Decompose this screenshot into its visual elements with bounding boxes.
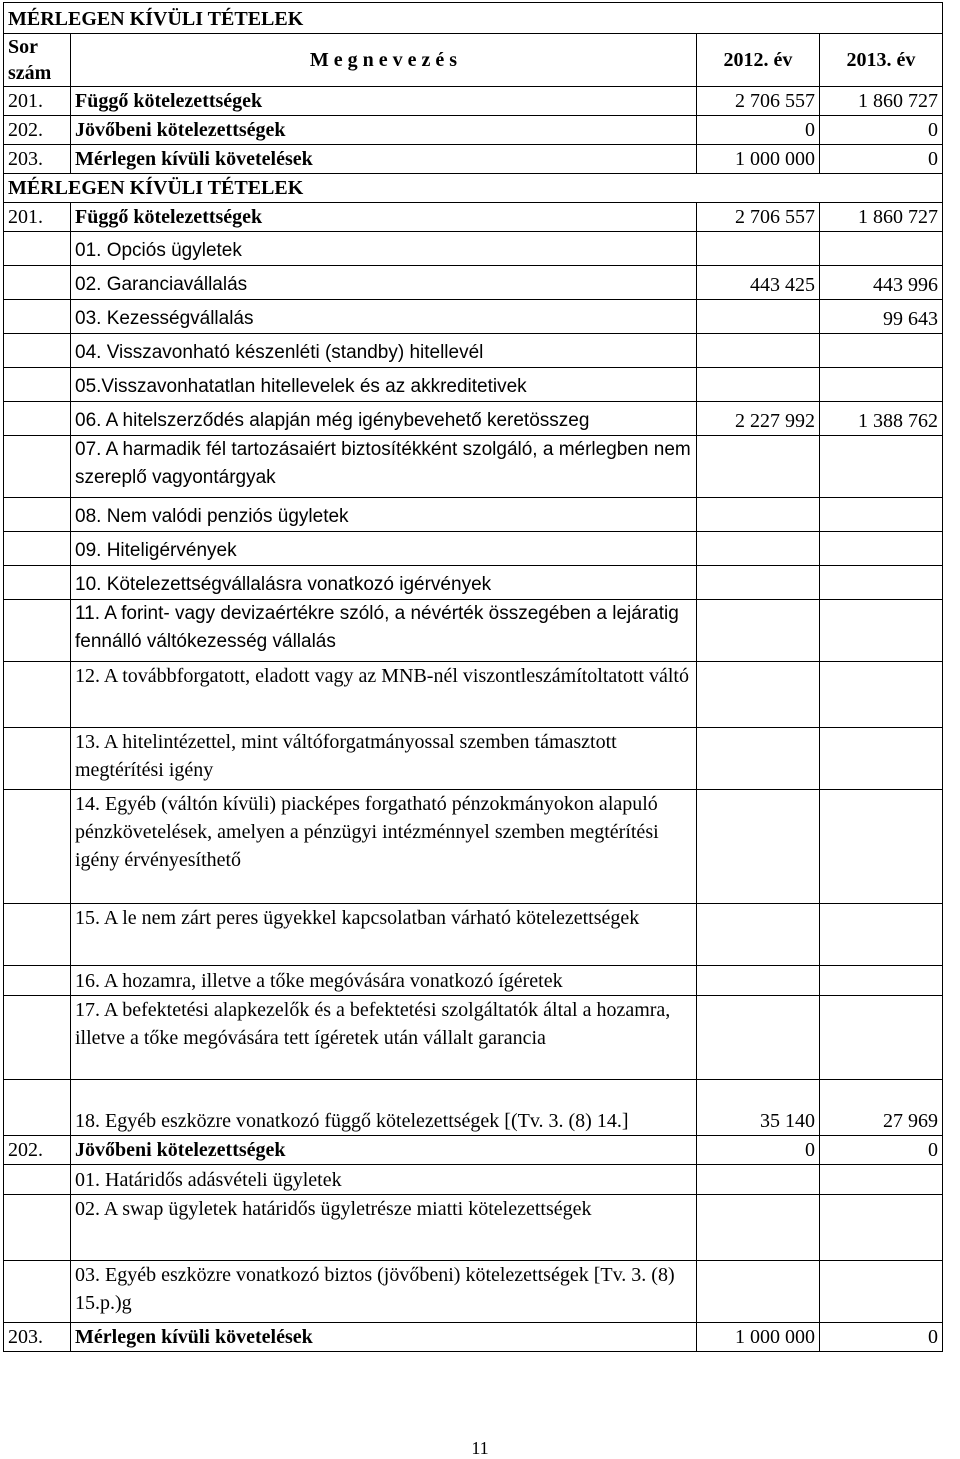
summary-2013: 1 860 727 <box>820 87 943 116</box>
item-name: 13. A hitelintézettel, mint váltóforgatmányossal szemben támasztott megtérítési igény <box>71 728 697 790</box>
row-202-2012: 0 <box>697 1136 820 1165</box>
blank-code-cell <box>4 996 71 1080</box>
item-2013 <box>820 1195 943 1261</box>
blank-code-cell <box>4 532 71 566</box>
item-2013: 443 996 <box>820 266 943 300</box>
list-item <box>4 1165 943 1195</box>
summary-code: 201. <box>4 87 71 116</box>
item-2012 <box>697 1165 820 1195</box>
blank-code-cell <box>4 334 71 368</box>
blank-code-cell <box>4 368 71 402</box>
title-row <box>4 3 943 34</box>
item-2013 <box>820 532 943 566</box>
summary-name: Függő kötelezettségek <box>71 87 697 116</box>
item-2012: 35 140 <box>697 1080 820 1136</box>
item-2013 <box>820 232 943 266</box>
item-2012 <box>697 966 820 996</box>
item-2012 <box>697 334 820 368</box>
blank-code-cell <box>4 436 71 498</box>
item-2012 <box>697 300 820 334</box>
item-2013 <box>820 334 943 368</box>
item-2013 <box>820 498 943 532</box>
blank-code-cell <box>4 966 71 996</box>
item-name: 06. A hitelszerződés alapján még igénybevehető keretösszeg <box>71 402 697 436</box>
row-203-2013: 0 <box>820 1323 943 1352</box>
item-name: 10. Kötelezettségvállalásra vonatkozó igérvények <box>71 566 697 600</box>
blank-code-cell <box>4 566 71 600</box>
summary-row <box>4 145 943 174</box>
row-202-2013: 0 <box>820 1136 943 1165</box>
blank-code-cell <box>4 904 71 966</box>
row-203 <box>4 1323 943 1352</box>
summary-row <box>4 116 943 145</box>
summary-2012: 1 000 000 <box>697 145 820 174</box>
item-2012 <box>697 532 820 566</box>
page-number: 11 <box>471 1438 489 1458</box>
list-item <box>4 266 943 300</box>
row-201-2012: 2 706 557 <box>697 203 820 232</box>
item-name: 01. Opciós ügyletek <box>71 232 697 266</box>
item-2013 <box>820 1261 943 1323</box>
item-2013 <box>820 966 943 996</box>
item-name: 03. Egyéb eszközre vonatkozó biztos (jövőbeni) kötelezettségek [Tv. 3. (8) 15.p.)g <box>71 1261 697 1323</box>
item-2013 <box>820 368 943 402</box>
blank-code-cell <box>4 790 71 904</box>
item-2012 <box>697 1261 820 1323</box>
item-name: 04. Visszavonható készenléti (standby) hitellevél <box>71 334 697 368</box>
item-2013 <box>820 996 943 1080</box>
item-name: 16. A hozamra, illetve a tőke megóvására vonatkozó ígéretek <box>71 966 697 996</box>
list-item <box>4 1261 943 1323</box>
list-item <box>4 232 943 266</box>
header-sor: Sor <box>8 36 38 58</box>
item-2012 <box>697 498 820 532</box>
item-2012 <box>697 600 820 662</box>
s202-items-body <box>4 1165 943 1323</box>
item-2012 <box>697 996 820 1080</box>
section2-title: MÉRLEGEN KÍVÜLI TÉTELEK <box>4 174 943 203</box>
item-2013 <box>820 1165 943 1195</box>
section2-title-row <box>4 174 943 203</box>
item-2012 <box>697 232 820 266</box>
row-201-code: 201. <box>4 203 71 232</box>
summary-code: 203. <box>4 145 71 174</box>
item-2013 <box>820 728 943 790</box>
blank-code-cell <box>4 662 71 728</box>
item-2013 <box>820 566 943 600</box>
blank-code-cell <box>4 266 71 300</box>
item-name: 07. A harmadik fél tartozásaiért biztosítékként szolgáló, a mérlegben nem szereplő vagyontárgyak <box>71 436 697 498</box>
item-name: 18. Egyéb eszközre vonatkozó függő kötelezettségek [(Tv. 3. (8) 14.] <box>71 1080 697 1136</box>
list-item <box>4 368 943 402</box>
list-item <box>4 436 943 498</box>
item-name: 05.Visszavonhatatlan hitellevelek és az akkreditetivek <box>71 368 697 402</box>
summary-2012: 0 <box>697 116 820 145</box>
summary-name: Jövőbeni kötelezettségek <box>71 116 697 145</box>
item-2012 <box>697 662 820 728</box>
header-2013: 2013. év <box>820 34 943 87</box>
summary-row <box>4 87 943 116</box>
list-item <box>4 402 943 436</box>
list-item <box>4 662 943 728</box>
item-2012 <box>697 566 820 600</box>
row-201 <box>4 203 943 232</box>
list-item <box>4 790 943 904</box>
item-name: 09. Hiteligérvények <box>71 532 697 566</box>
item-2013: 1 388 762 <box>820 402 943 436</box>
row-202-name: Jövőbeni kötelezettségek <box>71 1136 697 1165</box>
list-item <box>4 566 943 600</box>
list-item <box>4 300 943 334</box>
summary-code: 202. <box>4 116 71 145</box>
header-szam: szám <box>8 62 52 84</box>
table-title: MÉRLEGEN KÍVÜLI TÉTELEK <box>4 3 943 34</box>
item-2012 <box>697 1195 820 1261</box>
header-2012: 2012. év <box>697 34 820 87</box>
list-item <box>4 1195 943 1261</box>
item-2012 <box>697 790 820 904</box>
item-2013 <box>820 904 943 966</box>
list-item <box>4 904 943 966</box>
summary-2012: 2 706 557 <box>697 87 820 116</box>
blank-code-cell <box>4 728 71 790</box>
row-203-2012: 1 000 000 <box>697 1323 820 1352</box>
list-item <box>4 334 943 368</box>
row-202-code: 202. <box>4 1136 71 1165</box>
item-name: 02. Garanciavállalás <box>71 266 697 300</box>
blank-code-cell <box>4 1165 71 1195</box>
row-201-name: Függő kötelezettségek <box>71 203 697 232</box>
blank-code-cell <box>4 1261 71 1323</box>
item-2012 <box>697 368 820 402</box>
blank-code-cell <box>4 300 71 334</box>
off-balance-table <box>3 2 943 1352</box>
blank-code-cell <box>4 402 71 436</box>
summary-2013: 0 <box>820 145 943 174</box>
item-2012 <box>697 904 820 966</box>
item-name: 14. Egyéb (váltón kívüli) piacképes forgatható pénzokmányokon alapuló pénzkövetelések, amelyen a pénzügyi intézménnyel szemben megtérítési igény érvényesíthető <box>71 790 697 904</box>
blank-code-cell <box>4 1195 71 1261</box>
header-sor-szam <box>4 34 71 87</box>
blank-code-cell <box>4 600 71 662</box>
item-name: 08. Nem valódi penziós ügyletek <box>71 498 697 532</box>
list-item <box>4 498 943 532</box>
item-2012: 443 425 <box>697 266 820 300</box>
item-name: 17. A befektetési alapkezelők és a befektetési szolgáltatók által a hozamra, illetve a tőke megóvására tett ígéretek után vállalt garancia <box>71 996 697 1080</box>
item-2013: 99 643 <box>820 300 943 334</box>
row-203-code: 203. <box>4 1323 71 1352</box>
s201-items-body <box>4 232 943 1136</box>
summary-name: Mérlegen kívüli követelések <box>71 145 697 174</box>
item-name: 02. A swap ügyletek határidős ügyletrésze miatti kötelezettségek <box>71 1195 697 1261</box>
item-2012: 2 227 992 <box>697 402 820 436</box>
list-item <box>4 532 943 566</box>
blank-code-cell <box>4 498 71 532</box>
list-item <box>4 996 943 1080</box>
header-name: M e g n e v e z é s <box>71 34 697 87</box>
list-item <box>4 1080 943 1136</box>
item-name: 01. Határidős adásvételi ügyletek <box>71 1165 697 1195</box>
summary-body <box>4 87 943 174</box>
item-name: 11. A forint- vagy devizaértékre szóló, a névérték összegében a lejáratig fennálló váltókezesség vállalás <box>71 600 697 662</box>
list-item <box>4 600 943 662</box>
list-item <box>4 966 943 996</box>
blank-code-cell <box>4 232 71 266</box>
item-2012 <box>697 436 820 498</box>
item-2012 <box>697 728 820 790</box>
blank-code-cell <box>4 1080 71 1136</box>
list-item <box>4 728 943 790</box>
item-2013 <box>820 436 943 498</box>
item-2013 <box>820 600 943 662</box>
row-203-name: Mérlegen kívüli követelések <box>71 1323 697 1352</box>
summary-2013: 0 <box>820 116 943 145</box>
item-2013 <box>820 662 943 728</box>
item-name: 12. A továbbforgatott, eladott vagy az MNB-nél viszontleszámítoltatott váltó <box>71 662 697 728</box>
item-name: 15. A le nem zárt peres ügyekkel kapcsolatban várható kötelezettségek <box>71 904 697 966</box>
row-201-2013: 1 860 727 <box>820 203 943 232</box>
row-202 <box>4 1136 943 1165</box>
item-name: 03. Kezességvállalás <box>71 300 697 334</box>
item-2013 <box>820 790 943 904</box>
item-2013: 27 969 <box>820 1080 943 1136</box>
header-row <box>4 34 943 87</box>
